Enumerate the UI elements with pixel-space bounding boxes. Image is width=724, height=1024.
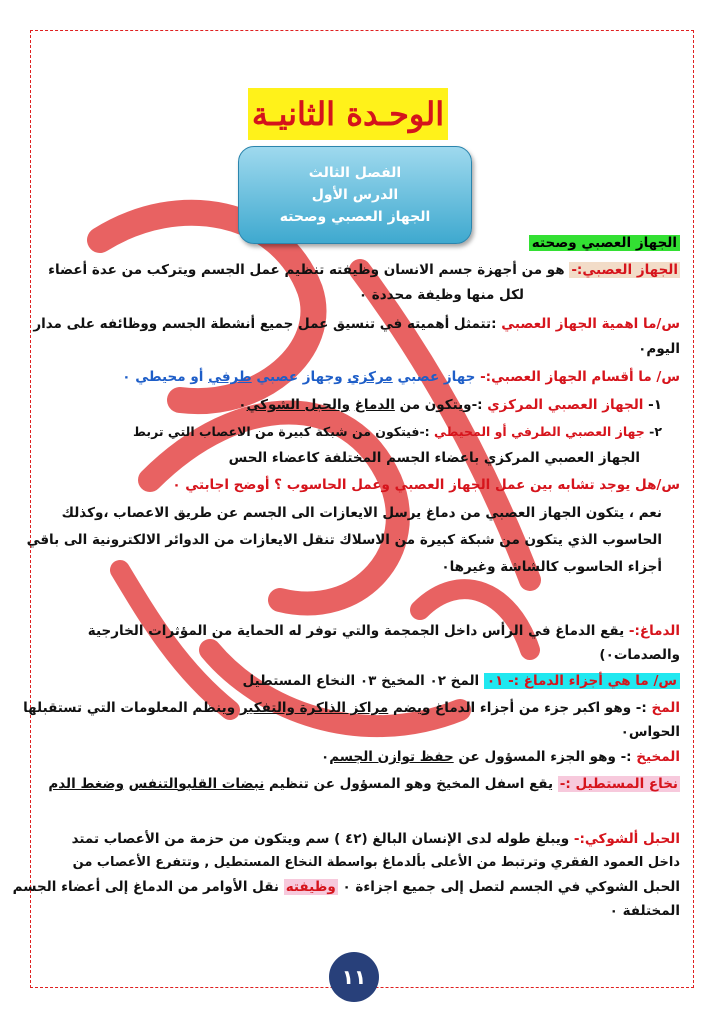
page-number: ١١	[329, 952, 379, 1002]
definition-term: الجهاز العصبي:-	[571, 262, 678, 278]
section-heading: الجهاز العصبي وصحته	[529, 235, 680, 251]
spinal-cord-line-4: المختلفة ٠	[609, 903, 680, 919]
definition-line-1	[48, 262, 680, 278]
brain-definition-2: والصدمات٠)	[599, 647, 680, 663]
cerebellum-line: المخيخ :- وهو الجزء المسؤول عن حفظ توازن الجسم٠	[320, 749, 680, 765]
peripheral-ns-item-2: الجهاز العصبي المركزي باعضاء الجسم المختلفة كاعضاء الحس	[228, 450, 640, 466]
spinal-cord-line-1: الحبل ألشوكي:- ويبلغ طوله لدى الإنسان البالغ (٤٢ ) سم ويتكون من حزمة من الأعصاب تمتد	[71, 831, 680, 847]
cerebrum-line-2: الحواس٠	[620, 724, 680, 740]
similarity-question: س/هل يوجد تشابه بين عمل الجهاز العصبي وعمل الحاسوب ؟ أوضح اجابتي ٠	[172, 477, 680, 493]
brain-definition-1: الدماغ:- يقع الدماغ في الرأس داخل الجمجمة والتي توفر له الحماية من المؤثرات الخارجية	[87, 623, 680, 639]
lesson-info-box	[238, 146, 472, 244]
chapter-label: الفصل الثالث	[308, 165, 402, 181]
similarity-answer-2: الحاسوب الذي يتكون من شبكة كبيرة من الاسلاك تنقل الايعازات من الدوائر الالكترونية الى باقي	[26, 532, 662, 548]
medulla-line: نخاع المستطيل :- يقع اسفل المخيخ وهو المسؤول عن تنظيم نبضات القلبوالتنفس وضغط الدم	[48, 776, 678, 792]
similarity-answer-3: أجزاء الحاسوب كالشاشة وغيرها٠	[441, 559, 662, 575]
cerebrum-line-1: المخ :- وهو اكبر جزء من أجزاء الدماغ ويضم مراكز الذاكرة والتفكير وينظم المعلومات التي تستقبلها	[23, 700, 680, 716]
lesson-label: الدرس الأول	[311, 187, 399, 203]
unit-title: الوحـدة الثانيـة	[248, 88, 448, 140]
definition-text: هو من أجهزة جسم الانسان وظيفته تنظيم عمل الجسم ويتركب من عدة أعضاء	[48, 262, 565, 278]
similarity-answer-1: نعم ، يتكون الجهاز العصبي من دماغ يرسل الايعازات الى الجسم عن طريق الاعصاب ،وكذلك	[61, 505, 662, 521]
spinal-cord-line-3: الحبل الشوكي في الجسم لتصل إلى جميع اجزاءة ٠ وظيفته نقل الأوامر من الدماغ إلى أعضاء الجسم	[12, 879, 680, 895]
brain-parts-question: س/ ما هي أجزاء الدماغ :- ٠١ المخ ٠٢ المخيخ ٠٣ النخاع المستطيل	[243, 673, 680, 689]
importance-question: س/ما اهمية الجهاز العصبي :تتمثل أهميته في تنسيق عمل جميع أنشطة الجسم ووظائفه على مدار	[33, 316, 680, 332]
definition-line-2: لكل منها وظيفة محددة ٠	[358, 287, 524, 303]
topic-label: الجهاز العصبي وصحته	[279, 209, 431, 225]
peripheral-ns-item: ٢- جهاز العصبي الطرفي أو المحيطي :-فيتكون من شبكة كبيرة من الاعصاب التي تربط	[133, 424, 662, 439]
importance-answer-2: اليوم٠	[638, 341, 680, 357]
spinal-cord-line-2: داخل العمود الفقري وترتبط من الأعلى بألدماغ بواسطة النخاع المستطيل , وتتفرع الأعصاب من	[72, 855, 680, 870]
central-ns-item: ١- الجهاز العصبي المركزي :-ويتكون من الدماغ والحبل الشوكي٠	[238, 397, 662, 413]
divisions-question: س/ ما أقسام الجهاز العصبي:- جهاز عصبي مركزي وجهاز عصبي طرفي أو محيطي ٠	[122, 369, 680, 385]
